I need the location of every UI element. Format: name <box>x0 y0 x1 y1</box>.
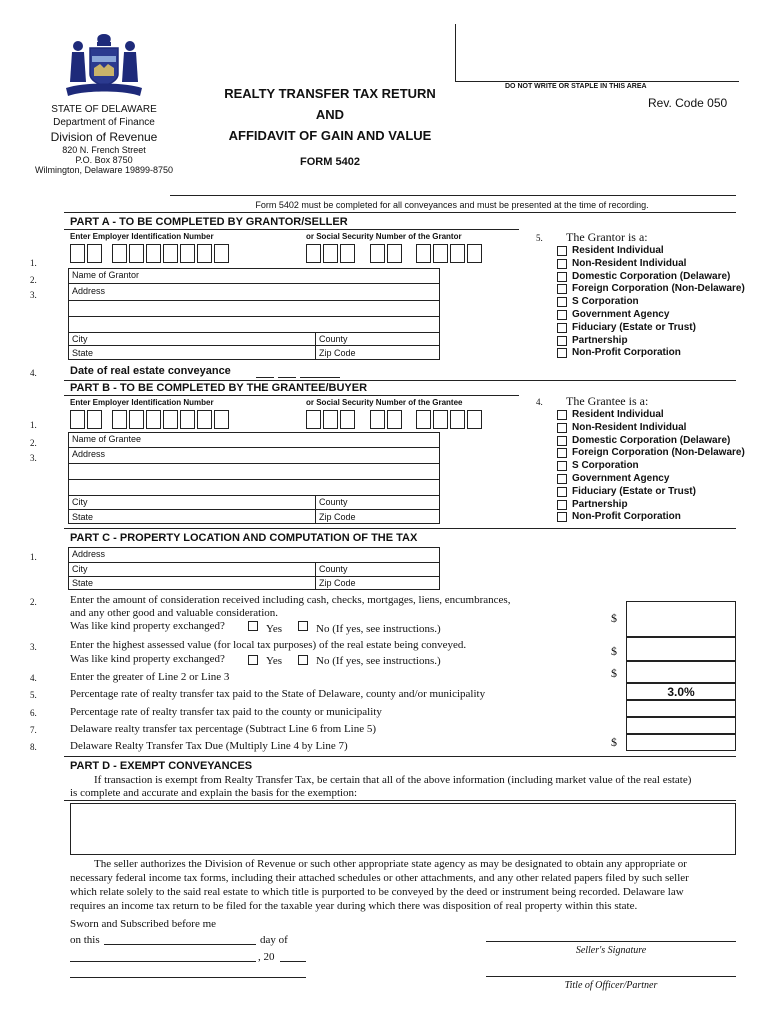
address-line-2: P.O. Box 8750 <box>75 155 133 165</box>
part-b-id-digit-box[interactable] <box>323 410 338 429</box>
grantee-type-option-label: Domestic Corporation (Delaware) <box>572 434 731 446</box>
line-4-dollar-sign: $ <box>611 666 617 680</box>
title-officer-label: Title of Officer/Partner <box>564 980 658 991</box>
part-a-id-digit-box[interactable] <box>180 244 195 263</box>
form-title-and: AND <box>315 107 345 122</box>
line-2-amount-field[interactable] <box>626 601 736 637</box>
part-b-line-4: 4. <box>536 397 543 407</box>
line-4-text: Enter the greater of Line 2 or Line 3 <box>70 671 230 683</box>
part-b-id-digit-box[interactable] <box>450 410 465 429</box>
part-a-line-4: 4. <box>30 368 37 378</box>
grantor-type-option-label: Domestic Corporation (Delaware) <box>572 270 731 282</box>
sworn-month-field[interactable] <box>70 961 256 962</box>
grantee-city-field[interactable]: City <box>72 497 88 507</box>
grantee-zip-field[interactable]: Zip Code <box>319 512 356 522</box>
grantee-type-checkbox[interactable] <box>557 436 567 446</box>
part-a-line-2: 2. <box>30 275 37 285</box>
grantor-type-option-label: Non-Profit Corporation <box>572 347 681 359</box>
grantee-type-checkbox[interactable] <box>557 461 567 471</box>
part-b-id-digit-box[interactable] <box>87 410 102 429</box>
grantor-zip-field[interactable]: Zip Code <box>319 348 356 358</box>
grantor-name-field[interactable]: Name of Grantor <box>72 270 140 280</box>
grantee-county-field[interactable]: County <box>319 497 348 507</box>
line-2-text-cont: and any other good and valuable consideration. <box>70 607 279 619</box>
state-name: STATE OF DELAWARE <box>51 104 157 115</box>
delaware-state-seal-icon <box>64 30 144 102</box>
part-b-id-digit-box[interactable] <box>306 410 321 429</box>
property-state-field[interactable]: State <box>72 578 94 588</box>
form-subtitle: AFFIDAVIT OF GAIN AND VALUE <box>228 128 432 143</box>
line-5-rate-value: 3.0% <box>667 685 695 699</box>
part-a-id-digit-box[interactable] <box>112 244 127 263</box>
part-b-title: PART B - TO BE COMPLETED BY THE GRANTEE/BUYER <box>70 382 368 394</box>
grantor-type-option-label: Foreign Corporation (Non-Delaware) <box>572 283 745 295</box>
conveyance-date-year[interactable] <box>300 377 340 378</box>
part-b-id-digit-box[interactable] <box>370 410 385 429</box>
form-title: REALTY TRANSFER TAX RETURN <box>224 86 436 101</box>
grantee-type-checkbox[interactable] <box>557 500 567 510</box>
grantor-type-checkbox[interactable] <box>557 348 567 358</box>
part-a-id-digit-box[interactable] <box>163 244 178 263</box>
grantor-is-label: The Grantor is a: <box>566 230 648 244</box>
part-d-title: PART D - EXEMPT CONVEYANCES <box>70 760 253 772</box>
grantor-type-checkbox[interactable] <box>557 259 567 269</box>
sworn-year-field[interactable] <box>280 961 306 962</box>
part-b-id-digit-box[interactable] <box>387 410 402 429</box>
department-name: Department of Finance <box>53 117 155 128</box>
part-b-id-digit-box[interactable] <box>340 410 355 429</box>
line-6-text: Percentage rate of realty transfer tax paid to the county or municipality <box>70 706 382 718</box>
part-b-line-2: 2. <box>30 438 37 448</box>
line-4-number: 4. <box>30 673 37 683</box>
grantee-address-field[interactable]: Address <box>72 449 106 459</box>
line-3-text: Enter the highest assessed value (for local tax purposes) of the real estate being conveyed. <box>70 639 467 651</box>
grantor-type-option-label: Resident Individual <box>572 245 664 256</box>
line-7-number: 7. <box>30 725 37 735</box>
part-b-ssn-label: or Social Security Number of the Grantee <box>306 398 463 407</box>
line-3-amount-field[interactable] <box>626 637 736 661</box>
line-2-no-label: No (If yes, see instructions.) <box>316 623 441 635</box>
part-a-line-3: 3. <box>30 290 37 300</box>
grantor-city-field[interactable]: City <box>72 334 88 344</box>
grantor-type-option-label: Fiduciary (Estate or Trust) <box>572 321 696 333</box>
part-b-line-1: 1. <box>30 420 37 430</box>
notary-signature-field[interactable] <box>70 977 306 978</box>
line-2-number: 2. <box>30 597 37 607</box>
sworn-subscribed: Sworn and Subscribed before me <box>70 918 217 930</box>
property-location-block <box>68 547 440 590</box>
grantee-state-field[interactable]: State <box>72 512 94 522</box>
line-2-dollar-sign: $ <box>611 611 617 625</box>
authorization-text-2: necessary federal income tax forms, including their attached schedules or other attachments, and any other related papers filed by such seller <box>70 872 689 884</box>
part-b-id-digit-box[interactable] <box>416 410 431 429</box>
part-a-id-digit-box[interactable] <box>70 244 85 263</box>
grantee-type-option-label: Foreign Corporation (Non-Delaware) <box>572 447 745 459</box>
line-5-text: Percentage rate of realty transfer tax paid to the State of Delaware, county and/or municipality <box>70 688 486 700</box>
grantor-type-option-label: S Corporation <box>572 296 639 308</box>
part-b-id-digit-box[interactable] <box>197 410 212 429</box>
grantor-type-checkbox[interactable] <box>557 336 567 346</box>
authorization-text-4: requires an income tax return to be filed for the taxable year during which there was disposition of real property within this state. <box>70 900 638 912</box>
sworn-day-field[interactable] <box>104 944 256 945</box>
grantor-state-field[interactable]: State <box>72 348 94 358</box>
line-2-yes-label: Yes <box>266 623 283 635</box>
grantee-type-option-label: Non-Profit Corporation <box>572 511 681 523</box>
grantee-is-label: The Grantee is a: <box>566 394 649 408</box>
part-a-line-1: 1. <box>30 258 37 268</box>
part-a-id-digit-box[interactable] <box>387 244 402 263</box>
on-this-label: on this <box>70 934 100 946</box>
grantee-type-checkbox[interactable] <box>557 448 567 458</box>
grantor-county-field[interactable]: County <box>319 334 348 344</box>
grantee-type-option-label: Partnership <box>572 498 628 510</box>
part-a-id-digit-box[interactable] <box>467 244 482 263</box>
part-a-title: PART A - TO BE COMPLETED BY GRANTOR/SELLER <box>70 216 348 228</box>
grantor-type-checkbox[interactable] <box>557 272 567 282</box>
grantee-type-option-label: S Corporation <box>572 460 639 472</box>
grantor-type-option-label: Non-Resident Individual <box>572 257 687 269</box>
part-a-id-digit-box[interactable] <box>146 244 161 263</box>
year-label: , 20 <box>258 951 275 963</box>
line-7-text: Delaware realty transfer tax percentage (Subtract Line 6 from Line 5) <box>70 723 377 735</box>
grantor-address-field[interactable]: Address <box>72 286 106 296</box>
grantor-type-checkbox[interactable] <box>557 310 567 320</box>
part-a-id-digit-box[interactable] <box>370 244 385 263</box>
line-2-yes-checkbox[interactable] <box>248 621 258 631</box>
part-c-line-1: 1. <box>30 552 37 562</box>
line-3-yes-label: Yes <box>266 655 283 667</box>
part-a-line-5: 5. <box>536 233 543 243</box>
line-2-no-checkbox[interactable] <box>298 621 308 631</box>
property-zip-field[interactable]: Zip Code <box>319 578 356 588</box>
authorization-text-1: The seller authorizes the Division of Revenue or such other appropriate state agency as may be designated to obtain any appropriate or <box>94 858 687 870</box>
part-b-id-digit-box[interactable] <box>163 410 178 429</box>
part-b-id-digit-box[interactable] <box>112 410 127 429</box>
grantee-type-option-label: Government Agency <box>572 473 670 484</box>
part-b-ein-label: Enter Employer Identification Number <box>70 398 214 407</box>
line-3-exchange-question: Was like kind property exchanged? <box>70 653 225 665</box>
part-c-title: PART C - PROPERTY LOCATION AND COMPUTATION OF THE TAX <box>70 532 418 544</box>
title-officer-field[interactable] <box>486 976 736 977</box>
grantor-type-checkbox[interactable] <box>557 284 567 294</box>
part-b-id-digit-box[interactable] <box>214 410 229 429</box>
part-a-id-digit-box[interactable] <box>129 244 144 263</box>
part-b-id-digit-box[interactable] <box>70 410 85 429</box>
line-6-number: 6. <box>30 708 37 718</box>
line-8-tax-due-field[interactable] <box>626 734 736 751</box>
line-8-text: Delaware Realty Transfer Tax Due (Multiply Line 4 by Line 7) <box>70 740 348 752</box>
line-8-number: 8. <box>30 742 37 752</box>
grantor-type-option-label: Government Agency <box>572 309 670 320</box>
line-8-dollar-sign: $ <box>611 735 617 749</box>
part-a-ssn-label: or Social Security Number of the Grantor <box>306 232 462 241</box>
part-a-id-digit-box[interactable] <box>340 244 355 263</box>
part-b-id-digit-box[interactable] <box>146 410 161 429</box>
part-a-id-digit-box[interactable] <box>197 244 212 263</box>
line-2-exchange-question: Was like kind property exchanged? <box>70 620 225 632</box>
part-b-id-digit-box[interactable] <box>433 410 448 429</box>
line-5-number: 5. <box>30 690 37 700</box>
exemption-instructions: If transaction is exempt from Realty Transfer Tax, be certain that all of the above information (including market value of the real estate) <box>94 774 692 786</box>
conveyance-date-day[interactable] <box>278 377 296 378</box>
form-number: FORM 5402 <box>300 156 360 168</box>
authorization-text-3: which relate solely to the said real estate to which title is purported to be conveyed by the deed or instrument being recorded. Delaware law <box>70 886 684 898</box>
line-2-text: Enter the amount of consideration received including cash, checks, mortgages, liens, encumbrances, <box>70 594 511 606</box>
line-3-no-checkbox[interactable] <box>298 655 308 665</box>
part-a-id-digit-box[interactable] <box>306 244 321 263</box>
part-a-id-digit-box[interactable] <box>450 244 465 263</box>
grantee-type-checkbox[interactable] <box>557 410 567 420</box>
address-line-1: 820 N. French Street <box>62 145 146 155</box>
line-3-no-label: No (If yes, see instructions.) <box>316 655 441 667</box>
part-a-id-digit-box[interactable] <box>214 244 229 263</box>
line-3-number: 3. <box>30 642 37 652</box>
grantor-type-checkbox[interactable] <box>557 246 567 256</box>
exemption-explanation-field[interactable] <box>70 803 736 855</box>
part-a-id-digit-box[interactable] <box>323 244 338 263</box>
completion-notice: Form 5402 must be completed for all conveyances and must be presented at the time of recording. <box>255 200 649 210</box>
part-a-id-digit-box[interactable] <box>433 244 448 263</box>
do-not-write-notice: DO NOT WRITE OR STAPLE IN THIS AREA <box>505 83 647 90</box>
exemption-instructions-cont: is complete and accurate and explain the basis for the exemption: <box>70 787 358 799</box>
property-county-field[interactable]: County <box>319 564 348 574</box>
grantee-type-option-label: Resident Individual <box>572 409 664 420</box>
rev-code: Rev. Code 050 <box>648 96 728 110</box>
part-b-id-digit-box[interactable] <box>129 410 144 429</box>
grantor-type-checkbox[interactable] <box>557 297 567 307</box>
conveyance-date-label: Date of real estate conveyance <box>70 365 231 377</box>
address-line-3: Wilmington, Delaware 19899-8750 <box>34 165 174 175</box>
line-3-dollar-sign: $ <box>611 644 617 658</box>
line-4-amount-field[interactable] <box>626 661 736 683</box>
part-b-line-3: 3. <box>30 453 37 463</box>
part-b-id-digit-box[interactable] <box>467 410 482 429</box>
part-a-id-digit-box[interactable] <box>416 244 431 263</box>
property-address-field[interactable]: Address <box>72 549 106 559</box>
grantor-type-checkbox[interactable] <box>557 323 567 333</box>
line-7-rate-field[interactable] <box>626 717 736 734</box>
grantor-block <box>68 268 440 360</box>
grantee-type-checkbox[interactable] <box>557 423 567 433</box>
grantee-name-field[interactable]: Name of Grantee <box>72 434 142 444</box>
grantee-block <box>68 432 440 524</box>
day-of-label: day of <box>260 934 288 946</box>
grantee-type-checkbox[interactable] <box>557 487 567 497</box>
grantee-type-checkbox[interactable] <box>557 512 567 522</box>
line-6-rate-field[interactable] <box>626 700 736 717</box>
division-name: Division of Revenue <box>50 130 158 144</box>
grantee-type-option-label: Fiduciary (Estate or Trust) <box>572 485 696 497</box>
conveyance-date-month[interactable] <box>256 377 274 378</box>
line-3-yes-checkbox[interactable] <box>248 655 258 665</box>
property-city-field[interactable]: City <box>72 564 88 574</box>
sellers-signature-field[interactable] <box>486 941 736 942</box>
sellers-signature-label: Seller's Signature <box>575 945 647 956</box>
grantee-type-checkbox[interactable] <box>557 474 567 484</box>
grantor-type-option-label: Partnership <box>572 334 628 346</box>
part-b-id-digit-box[interactable] <box>180 410 195 429</box>
grantee-type-option-label: Non-Resident Individual <box>572 421 687 433</box>
part-a-id-digit-box[interactable] <box>87 244 102 263</box>
part-a-ein-label: Enter Employer Identification Number <box>70 232 214 241</box>
